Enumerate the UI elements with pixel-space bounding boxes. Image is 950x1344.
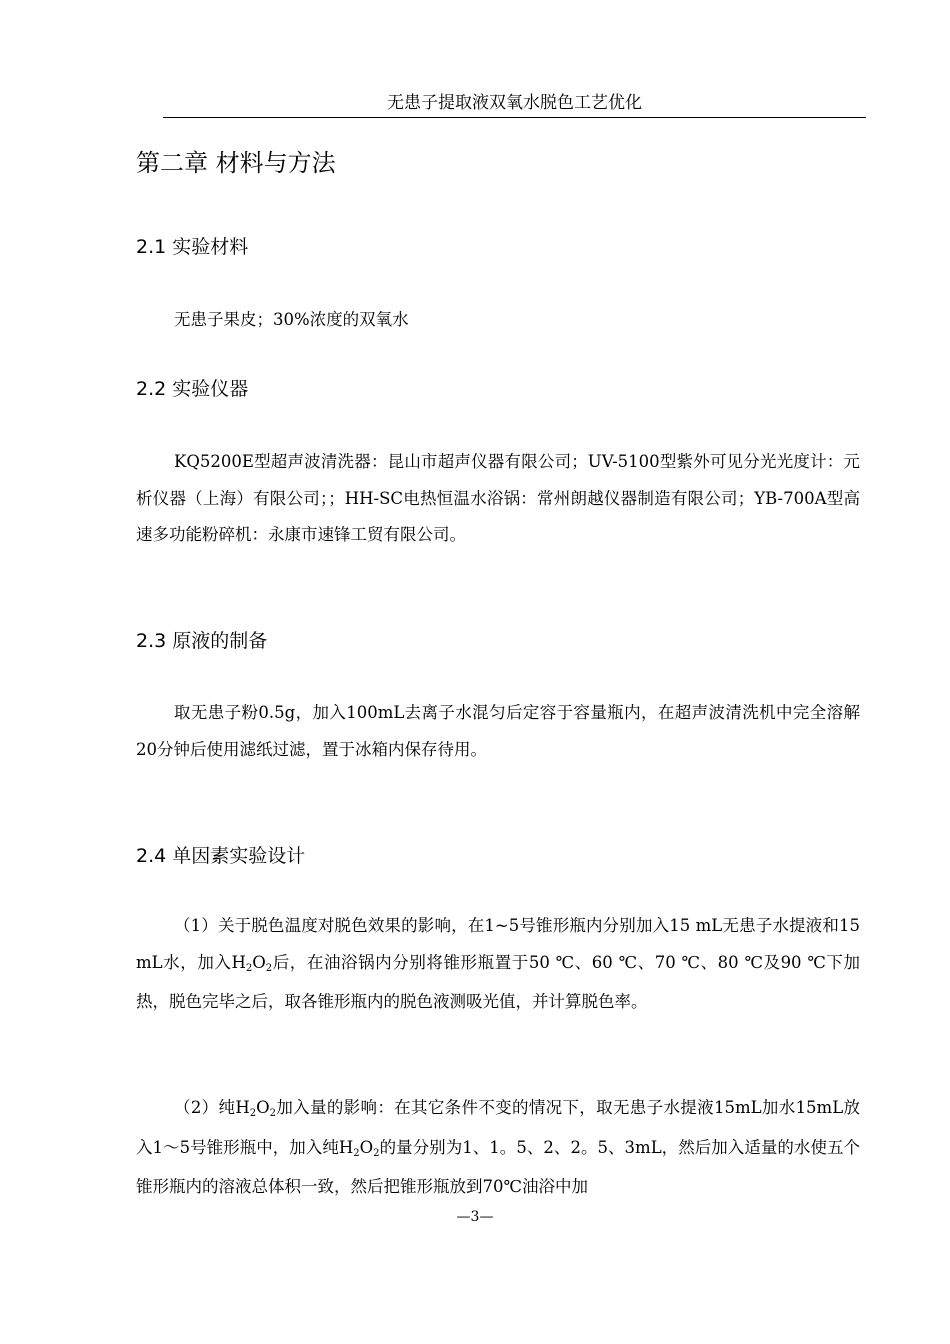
text-run: O <box>252 952 266 972</box>
text-run: （2）纯H <box>174 1098 250 1117</box>
paragraph-h2o2-amount-factor <box>136 1090 860 1206</box>
paragraph-materials: 无患子果皮；30%浓度的双氧水 <box>174 310 409 329</box>
paragraph-preparation: 取无患子粉0.5g，加入100mL去离子水混匀后定容于容量瓶内，在超声波清洗机中完全溶解20分钟后使用滤纸过滤，置于冰箱内保存待用。 <box>136 703 860 759</box>
text-run: O <box>256 1098 270 1117</box>
text-run: O <box>359 1137 374 1157</box>
running-header: 无患子提取液双氧水脱色工艺优化 <box>163 92 866 118</box>
section-heading-2-4: 2.4 单因素实验设计 <box>136 845 306 867</box>
subscript: 2 <box>249 1108 257 1119</box>
subscript: 2 <box>373 1147 380 1159</box>
text-run: （1）关于脱色温度对脱色效果的影响，在1~5号锥形瓶内分别加入15 mL无患子水提液和15 mL水，加入H <box>136 916 860 972</box>
subscript: 2 <box>245 962 253 974</box>
text-run: 的量分别为1、1。5、2、2。5、3mL，然后加入适量的水使五个锥形瓶内的溶液总体积一致，然后把锥形瓶放到70℃油浴中加 <box>136 1137 860 1196</box>
text-run: 加入量的影响：在其它条件不变的情况下，取无患子水提液15mL加水15mL放入1～5号锥形瓶中，加入纯H <box>136 1098 860 1157</box>
subscript: 2 <box>269 1108 276 1119</box>
subscript: 2 <box>265 962 273 974</box>
subscript: 2 <box>353 1147 360 1159</box>
section-heading-2-1: 2.1 实验材料 <box>136 236 249 258</box>
paragraph-instruments: KQ5200E型超声波清洗器：昆山市超声仪器有限公司；UV-5100型紫外可见分光光度计：元析仪器（上海）有限公司；；HH-SC电热恒温水浴锅：常州朗越仪器制造有限公司；YB-700A型高速多功能粉碎机：永康市速锋工贸有限公司。 <box>136 452 860 544</box>
page-number: —3— <box>456 1209 494 1225</box>
section-heading-2-3: 2.3 原液的制备 <box>136 630 268 652</box>
text-run: 后，在油浴锅内分别将锥形瓶置于50 ℃、60 ℃、70 ℃、80 ℃及90 ℃下加热，脱色完毕之后，取各锥形瓶内的脱色液测吸光值，并计算脱色率。 <box>136 952 860 1011</box>
paragraph-temperature-factor <box>136 908 860 1021</box>
chapter-title: 第二章 材料与方法 <box>136 149 336 177</box>
section-heading-2-2: 2.2 实验仪器 <box>136 378 249 400</box>
